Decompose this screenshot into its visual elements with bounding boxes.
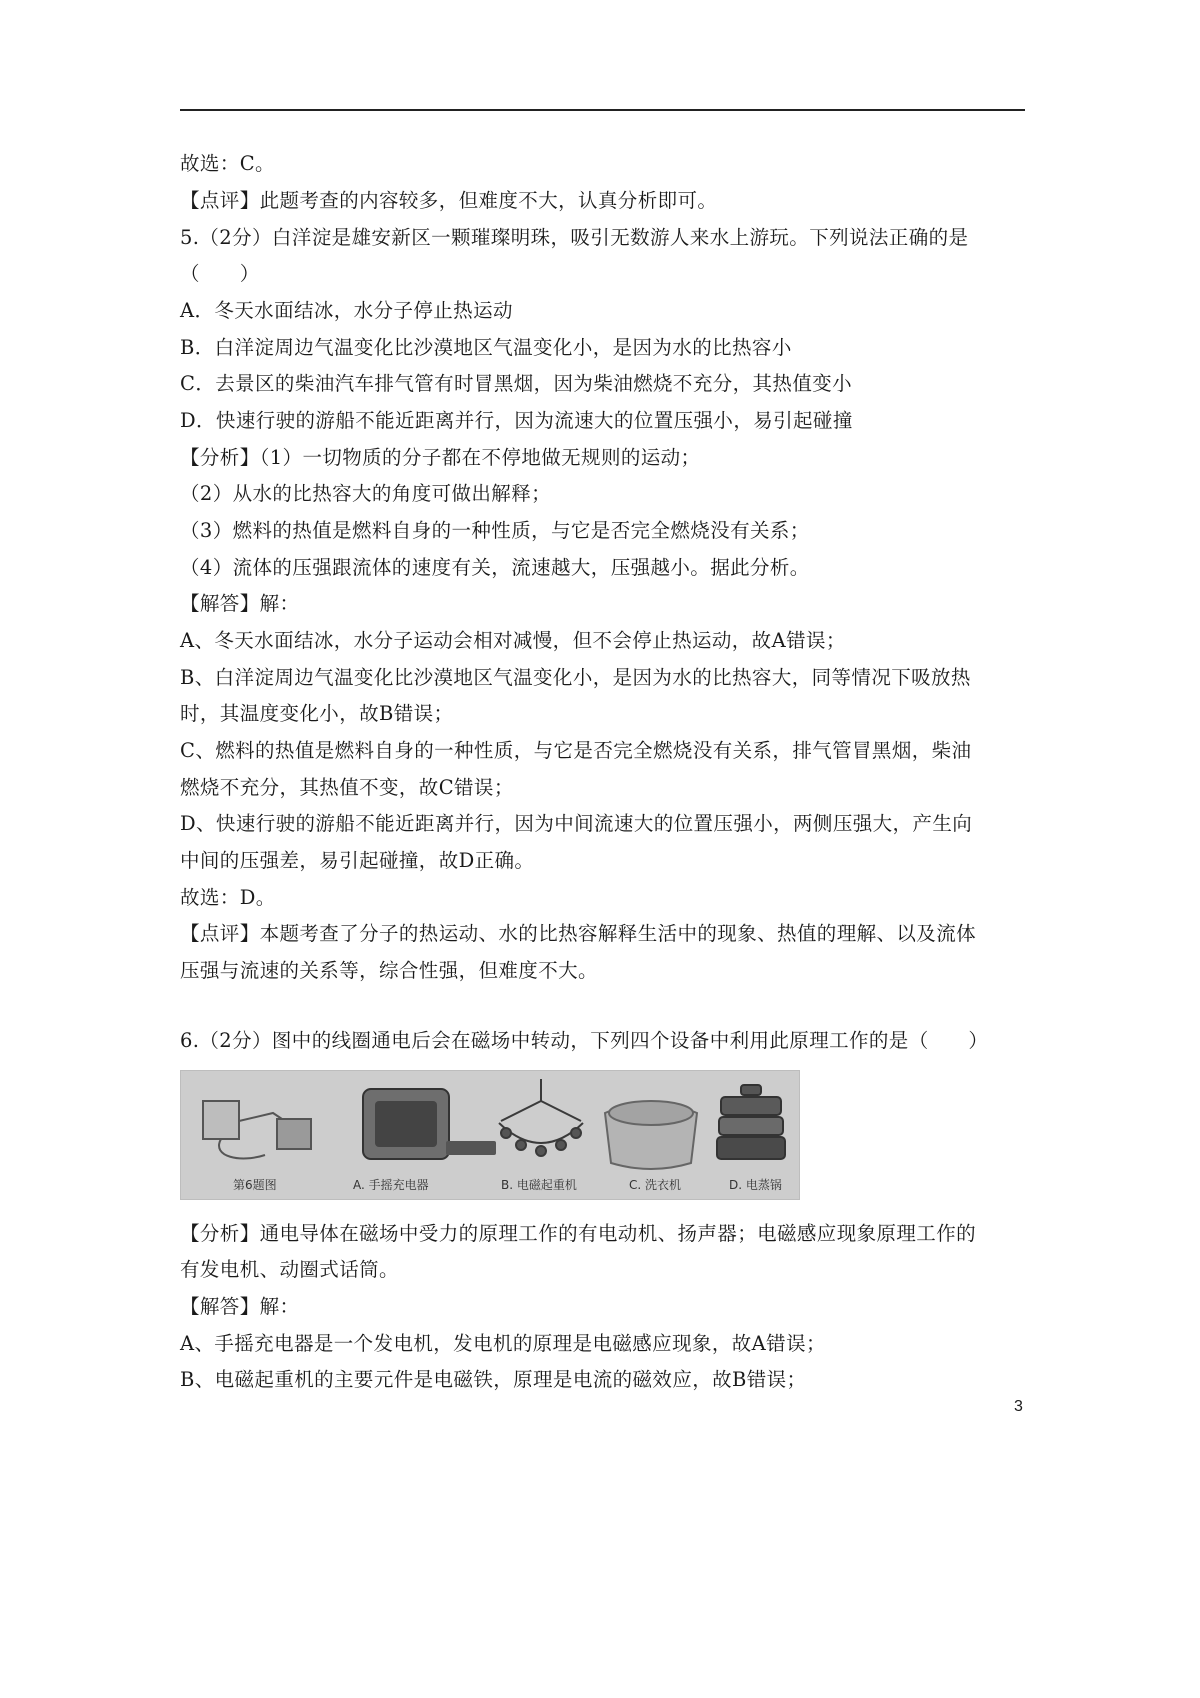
electric-steamer-illustration [717, 1085, 785, 1159]
question-5-stem: 5.（2分）白洋淀是雄安新区一颗璀璨明珠，吸引无数游人来水上游玩。下列说法正确的是 [180, 226, 969, 249]
solution-line: D、快速行驶的游船不能近距离并行，因为中间流速大的位置压强小，两侧压强大，产生向 [180, 812, 973, 835]
comment-line: 压强与流速的关系等，综合性强，但难度不大。 [180, 959, 598, 982]
solution-line: 燃烧不充分，其热值不变，故C错误； [180, 776, 514, 799]
solution-heading: 【解答】解： [180, 1295, 300, 1318]
solution-line: C、燃料的热值是燃料自身的一种性质，与它是否完全燃烧没有关系，排气管冒黑烟，柴油 [180, 739, 972, 762]
solution-line: A、冬天水面结冰，水分子运动会相对减慢，但不会停止热运动，故A错误； [180, 629, 846, 652]
question-6-stem: 6.（2分）图中的线圈通电后会在磁场中转动，下列四个设备中利用此原理工作的是（ ） [180, 1029, 989, 1052]
figure-caption: 第6题图 [233, 1178, 277, 1192]
option-b: B．白洋淀周边气温变化比沙漠地区气温变化小，是因为水的比热容小 [180, 336, 792, 359]
comment-line: 【点评】此题考查的内容较多，但难度不大，认真分析即可。 [180, 189, 718, 212]
figure-caption: D. 电蒸锅 [729, 1178, 782, 1192]
solution-line: B、白洋淀周边气温变化比沙漠地区气温变化小，是因为水的比热容大，同等情况下吸放热 [180, 666, 971, 689]
figure-caption: C. 洗衣机 [629, 1178, 682, 1192]
figure-caption: B. 电磁起重机 [501, 1178, 577, 1192]
analysis-line: 有发电机、动圈式话筒。 [180, 1258, 399, 1281]
figure-caption: A. 手摇充电器 [353, 1178, 429, 1192]
analysis-line: （4）流体的压强跟流体的速度有关，流速越大，压强越小。据此分析。 [180, 556, 810, 579]
solution-heading: 【解答】解： [180, 592, 300, 615]
solution-line: B、电磁起重机的主要元件是电磁铁，原理是电流的磁效应，故B错误； [180, 1368, 807, 1391]
analysis-line: 【分析】通电导体在磁场中受力的原理工作的有电动机、扬声器；电磁感应现象原理工作的 [180, 1222, 977, 1245]
analysis-line: 【分析】（1）一切物质的分子都在不停地做无规则的运动； [180, 446, 701, 469]
analysis-line: （3）燃料的热值是燃料自身的一种性质，与它是否完全燃烧没有关系； [180, 519, 810, 542]
question-6-figure [180, 1070, 800, 1200]
analysis-line: （2）从水的比热容大的角度可做出解释； [180, 482, 552, 505]
answer-line: 故选：C。 [180, 152, 275, 175]
washing-machine-illustration [605, 1101, 697, 1169]
question-5-bracket: （ ） [180, 262, 260, 285]
option-d: D．快速行驶的游船不能近距离并行，因为流速大的位置压强小，易引起碰撞 [180, 409, 853, 432]
option-c: C．去景区的柴油汽车排气管有时冒黑烟，因为柴油燃烧不充分，其热值变小 [180, 372, 853, 395]
option-a: A．冬天水面结冰，水分子停止热运动 [180, 299, 513, 322]
header-rule [180, 109, 1025, 111]
page-number: 3 [1014, 1398, 1023, 1415]
solution-line: A、手摇充电器是一个发电机，发电机的原理是电磁感应现象，故A错误； [180, 1332, 826, 1355]
solution-line: 时，其温度变化小，故B错误； [180, 702, 454, 725]
answer-line: 故选：D。 [180, 886, 276, 909]
comment-line: 【点评】本题考查了分子的热运动、水的比热容解释生活中的现象、热值的理解、以及流体 [180, 922, 977, 945]
solution-line: 中间的压强差，易引起碰撞，故D正确。 [180, 849, 535, 872]
